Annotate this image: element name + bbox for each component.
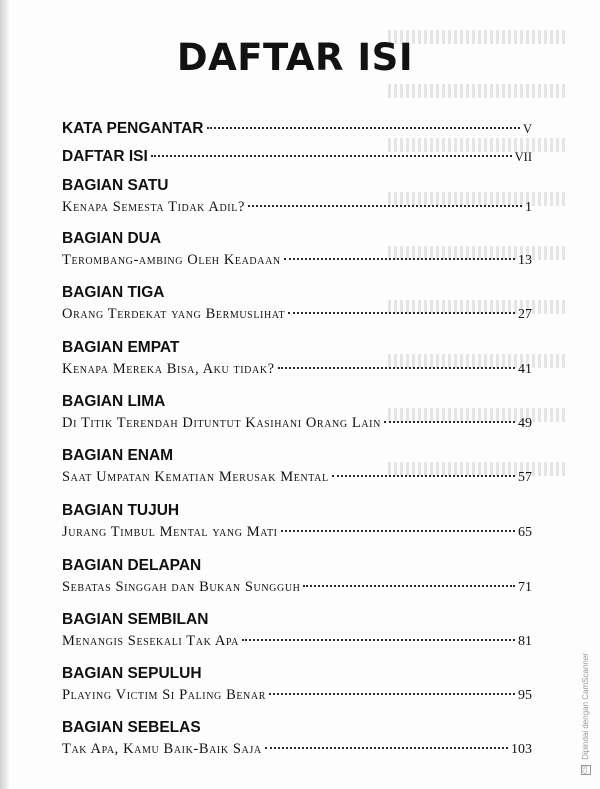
toc-chapter — [62, 283, 532, 325]
chapter-row — [62, 521, 532, 543]
dot-leader — [384, 421, 515, 423]
dot-leader — [269, 693, 515, 695]
dot-leader — [278, 367, 515, 369]
chapter-part-label: BAGIAN DELAPAN — [62, 557, 202, 574]
chapter-row — [62, 466, 532, 488]
chapter-title: Terombang-ambing Oleh Keadaan — [62, 252, 281, 268]
chapter-part-label: BAGIAN SEMBILAN — [62, 611, 209, 628]
chapter-page-number: 41 — [518, 362, 532, 377]
chapter-part-label: BAGIAN LIMA — [62, 393, 166, 410]
dot-leader — [207, 127, 520, 129]
toc-entry-label: KATA PENGANTAR — [62, 120, 204, 137]
chapter-part-label: BAGIAN EMPAT — [62, 339, 180, 356]
dot-leader — [281, 530, 515, 532]
toc-chapter — [62, 446, 532, 488]
camscanner-logo: CS — [583, 765, 589, 774]
chapter-row — [62, 576, 532, 598]
dot-leader — [242, 639, 515, 641]
chapter-part-label: BAGIAN ENAM — [62, 447, 174, 464]
chapter-part-label: BAGIAN DUA — [62, 230, 162, 247]
chapter-title: Playing Victim Si Paling Benar — [62, 687, 266, 703]
chapter-title: Tak Apa, Kamu Baik-Baik Saja — [62, 741, 262, 757]
chapter-title: Di Titik Terendah Dituntut Kasihani Orang Lain — [62, 415, 381, 431]
chapter-row — [62, 684, 532, 706]
chapter-row — [62, 738, 532, 760]
chapter-part-label: BAGIAN SEBELAS — [62, 719, 201, 736]
toc-chapter — [62, 392, 532, 434]
chapter-page-number: 13 — [518, 253, 532, 268]
chapter-page-number: 95 — [518, 688, 532, 703]
toc-entry-daftar-isi — [62, 146, 532, 168]
toc-chapter — [62, 610, 532, 652]
chapter-part-label: BAGIAN SATU — [62, 177, 169, 194]
toc-chapter — [62, 718, 532, 760]
toc-page-number: VII — [514, 150, 532, 164]
chapter-page-number: 81 — [518, 634, 532, 649]
toc-page-number: V — [522, 122, 532, 136]
chapter-title: Sebatas Singgah dan Bukan Sungguh — [62, 579, 301, 595]
chapter-part-label: BAGIAN SEPULUH — [62, 665, 202, 682]
chapter-page-number: 65 — [518, 525, 532, 540]
chapter-page-number: 103 — [511, 742, 532, 757]
chapter-page-number: 57 — [518, 470, 532, 485]
chapter-page-number: 27 — [518, 307, 532, 322]
dot-leader — [332, 475, 515, 477]
toc-chapter — [62, 664, 532, 706]
page-title: DAFTAR ISI — [176, 36, 414, 79]
chapter-part-label: BAGIAN TUJUH — [62, 502, 180, 519]
chapter-row — [62, 412, 532, 434]
chapter-row — [62, 630, 532, 652]
dot-leader — [248, 205, 522, 207]
chapter-title: Saat Umpatan Kematian Merusak Mental — [62, 469, 329, 485]
toc-entry-kata-pengantar — [62, 118, 532, 140]
camscanner-text: Dipindai dengan CamScanner — [581, 653, 590, 760]
toc-entry-label: DAFTAR ISI — [62, 148, 148, 165]
toc-chapter — [62, 176, 532, 218]
chapter-title: Jurang Timbul Mental yang Mati — [62, 524, 278, 540]
camscanner-watermark — [581, 645, 593, 775]
toc-chapter — [62, 229, 532, 271]
chapter-page-number: 71 — [518, 580, 532, 595]
dot-leader — [303, 585, 515, 587]
chapter-page-number: 1 — [525, 200, 532, 215]
dot-leader — [151, 155, 512, 157]
dot-leader — [284, 258, 515, 260]
chapter-row — [62, 196, 532, 218]
chapter-page-number: 49 — [518, 416, 532, 431]
page-edge-shadow — [0, 0, 10, 789]
toc-chapter — [62, 338, 532, 380]
chapter-title: Orang Terdekat yang Bermuslihat — [62, 306, 286, 322]
chapter-row — [62, 358, 532, 380]
toc-chapter — [62, 556, 532, 598]
chapter-row — [62, 249, 532, 271]
dot-leader — [288, 312, 515, 314]
chapter-row — [62, 303, 532, 325]
chapter-title: Menangis Sesekali Tak Apa — [62, 633, 239, 649]
chapter-part-label: BAGIAN TIGA — [62, 284, 165, 301]
toc-chapter — [62, 501, 532, 543]
chapter-title: Kenapa Mereka Bisa, Aku tidak? — [62, 361, 275, 377]
chapter-title: Kenapa Semesta Tidak Adil? — [62, 199, 245, 215]
dot-leader — [265, 747, 508, 749]
